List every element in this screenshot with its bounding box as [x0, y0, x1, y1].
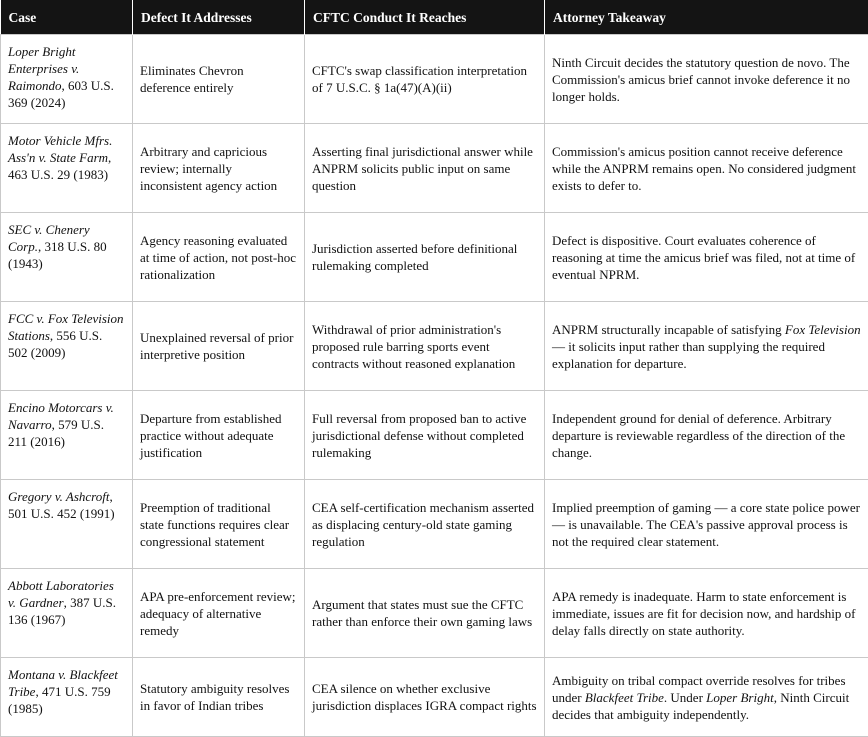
case-citation: , 318 U.S. 80 (1943)	[8, 239, 107, 271]
case-citation: , 463 U.S. 29 (1983)	[8, 150, 111, 182]
case-cell	[1, 658, 133, 737]
case-name: Abbott Laboratories v. Gardner	[8, 578, 114, 610]
header-defect: Defect It Addresses	[133, 0, 305, 35]
takeaway-text-2: . Under	[664, 690, 706, 705]
case-cell	[1, 480, 133, 569]
defect-cell: Unexplained reversal of prior interpretive position	[133, 302, 305, 391]
conduct-cell: Withdrawal of prior administration's proposed rule barring sports event contracts without reasoned explanation	[305, 302, 545, 391]
takeaway-text: ANPRM structurally incapable of satisfying	[552, 322, 785, 337]
table-row	[1, 124, 868, 213]
case-name: SEC v. Chenery Corp.	[8, 222, 90, 254]
case-name: Loper Bright Enterprises v. Raimondo	[8, 44, 79, 93]
case-cell	[1, 35, 133, 124]
case-name: Gregory v. Ashcroft	[8, 489, 109, 504]
conduct-cell: Asserting final jurisdictional answer while ANPRM solicits public input on same question	[305, 124, 545, 213]
case-citation: , 387 U.S. 136 (1967)	[8, 595, 116, 627]
table-row	[1, 35, 868, 124]
defect-cell: Agency reasoning evaluated at time of action, not post-hoc rationalization	[133, 213, 305, 302]
header-takeaway: Attorney Takeaway	[545, 0, 868, 35]
table-row	[1, 213, 868, 302]
takeaway-cell	[545, 302, 868, 391]
case-cell	[1, 213, 133, 302]
takeaway-italic: Fox Television	[785, 322, 861, 337]
takeaway-text: Defect is dispositive. Court evaluates coherence of reasoning at time the amicus brief was filed, not at time of eventual NPRM.	[552, 233, 855, 282]
conduct-cell: Jurisdiction asserted before definitional rulemaking completed	[305, 213, 545, 302]
case-citation: , 579 U.S. 211 (2016)	[8, 417, 104, 449]
takeaway-text: Commission's amicus position cannot receive deference while the ANPRM remains open. No considered judgment exists to defer to.	[552, 144, 856, 193]
conduct-cell: Argument that states must sue the CFTC rather than enforce their own gaming laws	[305, 569, 545, 658]
takeaway-cell	[545, 35, 868, 124]
conduct-cell: CEA self-certification mechanism asserted as displacing century-old state gaming regulation	[305, 480, 545, 569]
case-cell	[1, 302, 133, 391]
case-citation: , 471 U.S. 759 (1985)	[8, 684, 111, 716]
conduct-cell: CEA silence on whether exclusive jurisdiction displaces IGRA compact rights	[305, 658, 545, 737]
case-name: Motor Vehicle Mfrs. Ass'n v. State Farm	[8, 133, 112, 165]
takeaway-text: Implied preemption of gaming — a core state police power — is unavailable. The CEA's passive approval process is not the required clear statement.	[552, 500, 860, 549]
takeaway-text-3: , Ninth Circuit decides that ambiguity independently.	[552, 690, 849, 722]
takeaway-text: Ambiguity on tribal compact override resolves for tribes under	[552, 673, 846, 705]
takeaway-cell	[545, 658, 868, 737]
takeaway-cell	[545, 391, 868, 480]
takeaway-italic-2: Loper Bright	[706, 690, 774, 705]
case-name: Encino Motorcars v. Navarro	[8, 400, 114, 432]
defect-cell: Statutory ambiguity resolves in favor of Indian tribes	[133, 658, 305, 737]
defect-cell: Departure from established practice without adequate justification	[133, 391, 305, 480]
table-row	[1, 480, 868, 569]
takeaway-italic: Blackfeet Tribe	[585, 690, 664, 705]
case-citation: , 501 U.S. 452 (1991)	[8, 489, 115, 521]
conduct-cell: Full reversal from proposed ban to active jurisdictional defense without completed rulemaking	[305, 391, 545, 480]
takeaway-text: APA remedy is inadequate. Harm to state enforcement is immediate, issues are fit for decision now, and hardship of delay falls directly on state authority.	[552, 589, 856, 638]
case-name: FCC v. Fox Television Stations	[8, 311, 124, 343]
case-citation: , 556 U.S. 502 (2009)	[8, 328, 102, 360]
takeaway-text: Ninth Circuit decides the statutory question de novo. The Commission's amicus brief cannot invoke deference it no longer holds.	[552, 55, 850, 104]
takeaway-cell	[545, 124, 868, 213]
defect-cell: Arbitrary and capricious review; internally inconsistent agency action	[133, 124, 305, 213]
table-row	[1, 302, 868, 391]
case-citation: , 603 U.S. 369 (2024)	[8, 78, 114, 110]
takeaway-text: Independent ground for denial of deference. Arbitrary departure is reviewable regardless of the direction of the change.	[552, 411, 845, 460]
table-row	[1, 569, 868, 658]
table-row	[1, 391, 868, 480]
case-name: Montana v. Blackfeet Tribe	[8, 667, 118, 699]
takeaway-text-2: — it solicits input rather than supplying the required explanation for departure.	[552, 339, 825, 371]
header-row	[1, 0, 868, 35]
takeaway-cell	[545, 480, 868, 569]
takeaway-cell	[545, 569, 868, 658]
conduct-cell: CFTC's swap classification interpretation of 7 U.S.C. § 1a(47)(A)(ii)	[305, 35, 545, 124]
case-cell	[1, 391, 133, 480]
takeaway-cell	[545, 213, 868, 302]
defect-cell: APA pre-enforcement review; adequacy of alternative remedy	[133, 569, 305, 658]
case-cell	[1, 124, 133, 213]
header-case: Case	[1, 0, 133, 35]
defect-cell: Preemption of traditional state functions requires clear congressional statement	[133, 480, 305, 569]
header-conduct: CFTC Conduct It Reaches	[305, 0, 545, 35]
defect-cell: Eliminates Chevron deference entirely	[133, 35, 305, 124]
case-cell	[1, 569, 133, 658]
table-row	[1, 658, 868, 737]
